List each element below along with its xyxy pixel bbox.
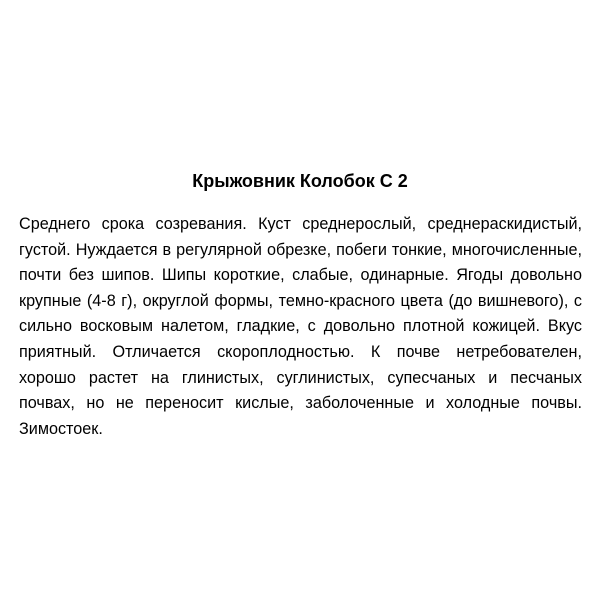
document-title: Крыжовник Колобок С 2	[192, 171, 408, 191]
document-description: Среднего срока созревания. Куст среднерослый, среднераскидистый, густой. Нуждается в регулярной обрезке, побеги тонкие, многочисленные, почти без шипов. Шипы короткие, слабые, одинарные. Ягоды довольно крупные (4-8 г), округлой формы, темно-красного цвета (до вишневого), с сильно восковым налетом, гладкие, с довольно плотной кожицей. Вкус приятный. Отличается скороплодностью. К почве нетребователен, хорошо растет на глинистых, суглинистых, супесчаных и песчаных почвах, но не переносит кислые, заболоченные и холодные почвы. Зимостоек.	[19, 215, 582, 438]
